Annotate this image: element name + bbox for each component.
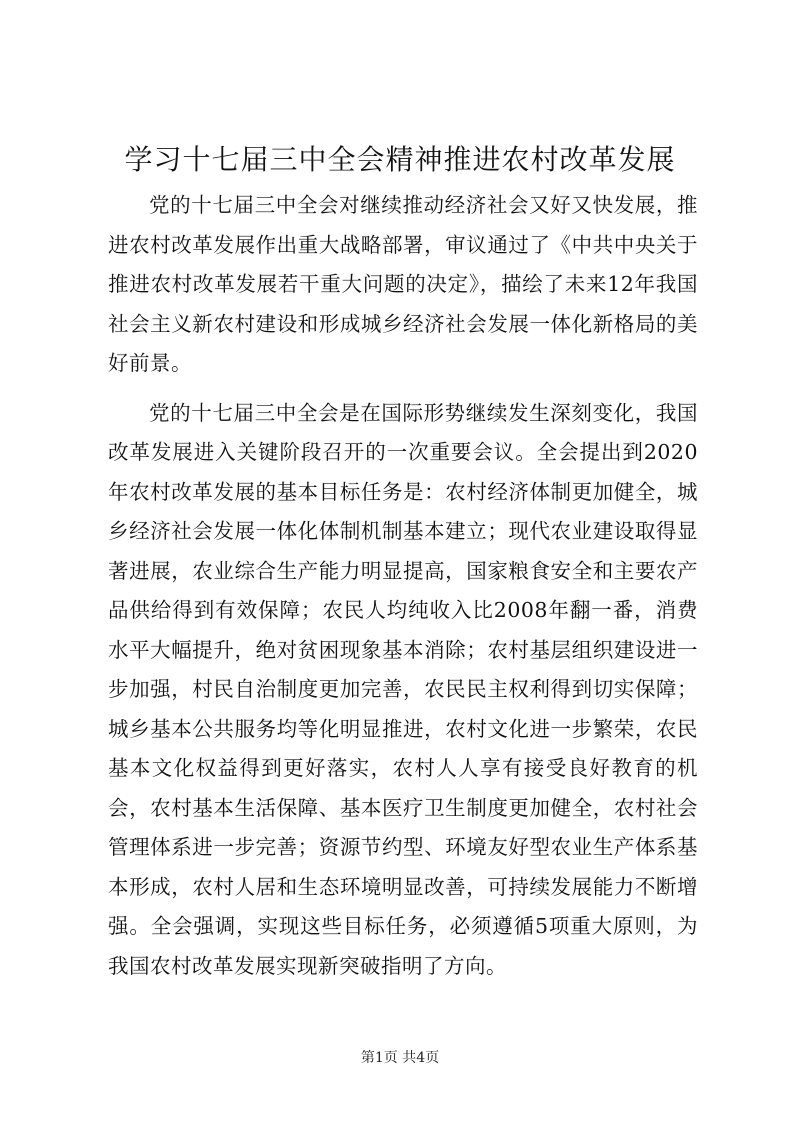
paragraph-2: 党的十七届三中全会是在国际形势继续发生深刻变化，我国改革发展进入关键阶段召开的一次重要会议。全会提出到2020年农村改革发展的基本目标任务是：农村经济体制更加健全，城乡经济社会发展一体化体制机制基本建立；现代农业建设取得显著进展，农业综合生产能力明显提高，国家粮食安全和主要农产品供给得到有效保障；农民人均纯收入比2008年翻一番，消费水平大幅提升，绝对贫困现象基本消除；农村基层组织建设进一步加强，村民自治制度更加完善，农民民主权利得到切实保障；城乡基本公共服务均等化明显推进，农村文化进一步繁荣，农民基本文化权益得到更好落实，农村人人享有接受良好教育的机会，农村基本生活保障、基本医疗卫生制度更加健全，农村社会管理体系进一步完善；资源节约型、环境友好型农业生产体系基本形成，农村人居和生态环境明显改善，可持续发展能力不断增强。全会强调，实现这些目标任务，必须遵循5项重大原则，为我国农村改革发展实现新突破指明了方向。 bbox=[108, 400, 698, 978]
page-number-footer: 第1页 共4页 bbox=[360, 1050, 440, 1066]
document-body bbox=[108, 186, 698, 986]
document-title: 学习十七届三中全会精神推进农村改革发展 bbox=[124, 143, 676, 176]
paragraph-1: 党的十七届三中全会对继续推动经济社会又好又快发展，推进农村改革发展作出重大战略部署，审议通过了《中共中央关于推进农村改革发展若干重大问题的决定》，描绘了未来12年我国社会主义新农村建设和形成城乡经济社会发展一体化新格局的美好前景。 bbox=[108, 193, 698, 375]
